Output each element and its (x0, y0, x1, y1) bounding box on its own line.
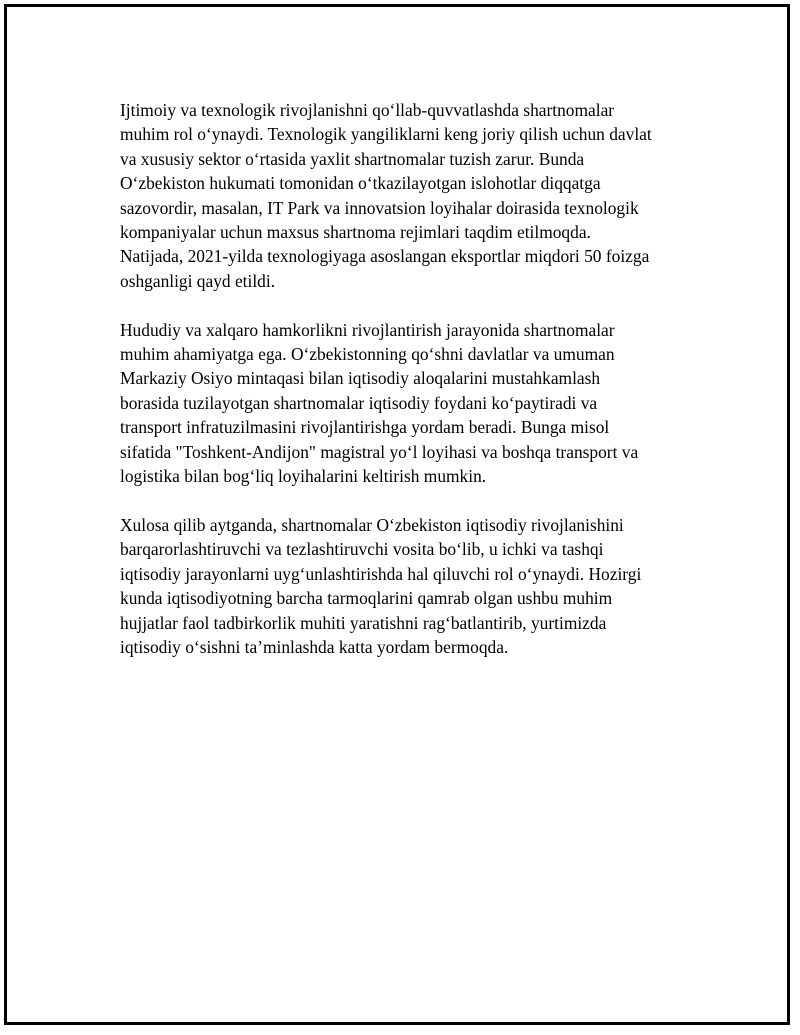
paragraph-line: Xulosa qilib aytganda, shartnomalar O‘zbekiston iqtisodiy rivojlanishini (120, 514, 624, 535)
paragraph-line: Ijtimoiy va texnologik rivojlanishni qo‘llab-quvvatlashda shartnomalar (120, 100, 615, 120)
paragraph-line: kompaniyalar uchun maxsus shartnoma rejimlari taqdim etilmoqda. (120, 222, 591, 243)
paragraph-line: Markaziy Osiyo mintaqasi bilan iqtisodiy aloqalarini mustahkamlash (120, 368, 601, 389)
paragraph-line: iqtisodiy o‘sishni ta’minlashda katta yordam bermoqda. (120, 636, 509, 657)
paragraph-3 (120, 513, 700, 659)
paragraph-line: hujjatlar faol tadbirkorlik muhiti yaratishni rag‘batlantirib, yurtimizda (120, 612, 607, 633)
paragraph-line: logistika bilan bog‘liq loyihalarini keltirish mumkin. (120, 466, 487, 487)
paragraph-line: sazovordir, masalan, IT Park va innovatsion loyihalar doirasida texnologik (120, 197, 639, 218)
paragraph-line: iqtisodiy jarayonlarni uyg‘unlashtirishda hal qiluvchi rol o‘ynaydi. Hozirgi (120, 563, 642, 584)
paragraph-line: Hududiy va xalqaro hamkorlikni rivojlantirish jarayonida shartnomalar (120, 319, 615, 340)
paragraph-1 (120, 98, 700, 293)
paragraph-line: oshganligi qayd etildi. (120, 270, 276, 291)
paragraph-line: transport infratuzilmasini rivojlantirishga yordam beradi. Bunga misol (120, 417, 610, 438)
paragraph-line: Natijada, 2021-yilda texnologiyaga asoslangan eksportlar miqdori 50 foizga (120, 246, 650, 267)
document-body (120, 98, 700, 684)
paragraph-line: va xususiy sektor o‘rtasida yaxlit shartnomalar tuzish zarur. Bunda (120, 148, 585, 169)
paragraph-line: barqarorlashtiruvchi va tezlashtiruvchi vosita bo‘lib, u ichki va tashqi (120, 539, 604, 560)
paragraph-line: O‘zbekiston hukumati tomonidan o‘tkazilayotgan islohotlar diqqatga (120, 173, 601, 194)
paragraph-2 (120, 318, 700, 489)
paragraph-line: sifatida "Toshkent-Andijon" magistral yo‘l loyihasi va boshqa transport va (120, 441, 639, 462)
document-page (4, 4, 790, 1025)
paragraph-line: kunda iqtisodiyotning barcha tarmoqlarini qamrab olgan ushbu muhim (120, 588, 613, 609)
paragraph-line: borasida tuzilayotgan shartnomalar iqtisodiy foydani ko‘paytiradi va (120, 392, 598, 413)
paragraph-line: muhim ahamiyatga ega. O‘zbekistonning qo‘shni davlatlar va umuman (120, 344, 615, 365)
paragraph-line: muhim rol o‘ynaydi. Texnologik yangiliklarni keng joriy qilish uchun davlat (120, 124, 652, 145)
